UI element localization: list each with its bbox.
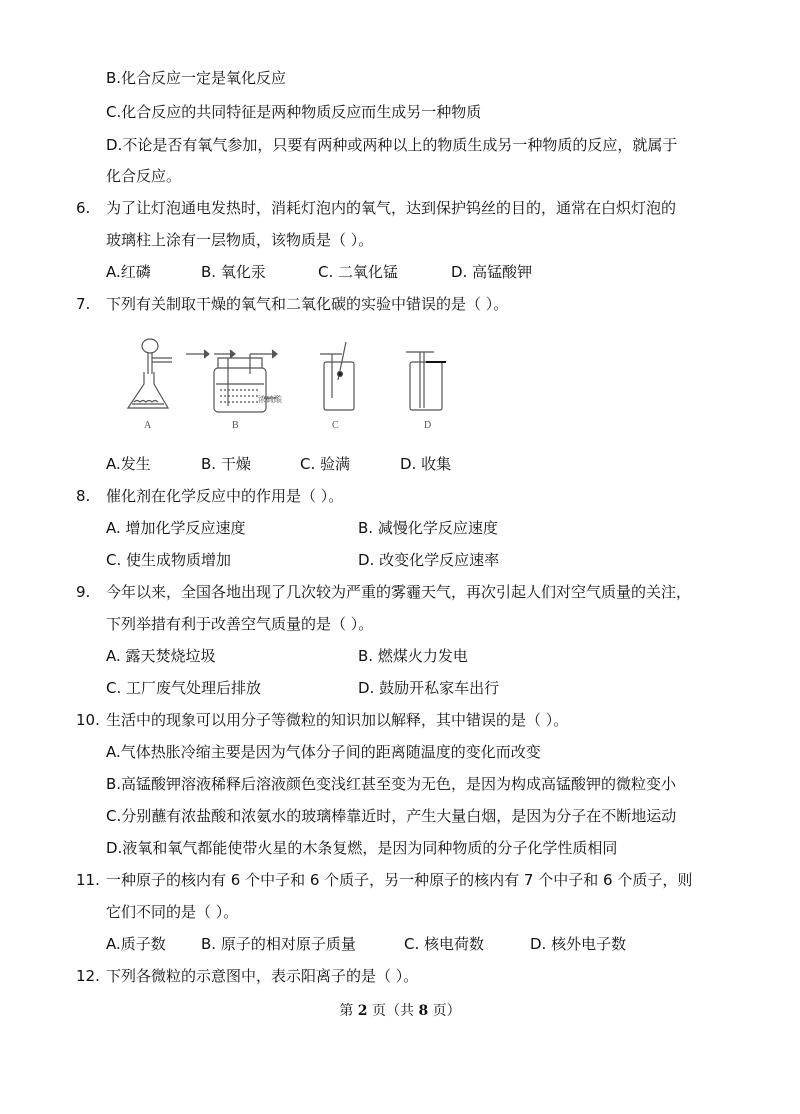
q7-number: 7. <box>76 295 91 313</box>
q5-option-b: B.化合反应一定是氧化反应 <box>106 69 287 87</box>
lab-apparatus-figure <box>110 332 470 432</box>
q9-stem-line2: 下列举措有利于改善空气质量的是（ ）。 <box>106 615 374 633</box>
q6-option-b: B. 氧化汞 <box>201 263 266 281</box>
q7-option-a: A.发生 <box>106 455 151 473</box>
q8-option-a: A. 增加化学反应速度 <box>106 519 246 537</box>
q11-option-a: A.质子数 <box>106 935 166 953</box>
q8-option-c: C. 使生成物质增加 <box>106 551 232 569</box>
apparatus-d-collector <box>406 352 446 410</box>
q6-option-d: D. 高锰酸钾 <box>451 263 533 281</box>
q9-number: 9. <box>76 583 91 601</box>
q11-stem-line1: 一种原子的核内有 6 个中子和 6 个质子，另一种原子的核内有 7 个中子和 6 个质子，则 <box>106 871 693 889</box>
q11-option-d: D. 核外电子数 <box>530 935 627 953</box>
q11-option-b: B. 原子的相对原子质量 <box>201 935 356 953</box>
figure-label-d: D <box>424 420 432 431</box>
q10-option-b: B.高锰酸钾溶液稀释后溶液颜色变浅红甚至变为无色，是因为构成高锰酸钾的微粒变小 <box>106 775 677 793</box>
q6-option-c: C. 二氧化锰 <box>318 263 399 281</box>
q11-stem-line2: 它们不同的是（ ）。 <box>106 903 239 921</box>
q6-number: 6. <box>76 199 91 217</box>
q9-option-b: B. 燃煤火力发电 <box>358 647 468 665</box>
apparatus-a-generator <box>128 339 172 408</box>
q7-stem: 下列有关制取干燥的氧气和二氧化碳的实验中错误的是（ ）。 <box>106 295 509 313</box>
q7-option-c: C. 验满 <box>300 455 351 473</box>
q5-option-c: C.化合反应的共同特征是两种物质反应而生成另一种物质 <box>106 103 482 121</box>
page-footer <box>0 1000 800 1020</box>
q9-option-a: A. 露天焚烧垃圾 <box>106 647 216 665</box>
q12-number: 12. <box>76 967 100 985</box>
q10-option-c: C.分别蘸有浓盐酸和浓氨水的玻璃棒靠近时，产生大量白烟，是因为分子在不断地运动 <box>106 807 677 825</box>
figure-annotation: 浓硫酸 <box>258 395 282 404</box>
q8-number: 8. <box>76 487 91 505</box>
q10-option-a: A.气体热胀冷缩主要是因为气体分子间的距离随温度的变化而改变 <box>106 743 541 761</box>
q12-stem: 下列各微粒的示意图中，表示阳离子的是（ ）。 <box>106 967 419 985</box>
q11-number: 11. <box>76 871 100 889</box>
figure-label-b: B <box>232 420 239 431</box>
q10-option-d: D.液氧和氧气都能使带火星的木条复燃，是因为同种物质的分子化学性质相同 <box>106 839 618 857</box>
q8-option-d: D. 改变化学反应速率 <box>358 551 500 569</box>
q5-option-d-line2: 化合反应。 <box>106 167 182 185</box>
footer-suffix: 页） <box>428 1003 461 1019</box>
footer-middle: 页（共 <box>367 1003 419 1019</box>
q6-stem-line2: 玻璃柱上涂有一层物质，该物质是（ ）。 <box>106 231 374 249</box>
q9-stem-line1: 今年以来，全国各地出现了几次较为严重的雾霾天气，再次引起人们对空气质量的关注， <box>106 583 692 601</box>
q8-stem: 催化剂在化学反应中的作用是（ ）。 <box>106 487 344 505</box>
figure-label-c: C <box>332 420 339 431</box>
footer-page-number: 2 <box>357 1003 368 1019</box>
q9-option-c: C. 工厂废气处理后排放 <box>106 679 262 697</box>
footer-total-pages: 8 <box>418 1003 429 1019</box>
figure-label-a: A <box>144 420 152 431</box>
q6-option-a: A.红磷 <box>106 263 151 281</box>
q11-option-c: C. 核电荷数 <box>404 935 485 953</box>
q7-option-d: D. 收集 <box>400 455 452 473</box>
q5-option-d-line1: D.不论是否有氧气参加，只要有两种或两种以上的物质生成另一种物质的反应，就属于 <box>106 136 678 154</box>
q9-option-d: D. 鼓励开私家车出行 <box>358 679 500 697</box>
q10-stem: 生活中的现象可以用分子等微粒的知识加以解释，其中错误的是（ ）。 <box>106 711 569 729</box>
footer-prefix: 第 <box>339 1003 358 1019</box>
apparatus-c-test <box>320 342 354 410</box>
q7-option-b: B. 干燥 <box>201 455 251 473</box>
q6-stem-line1: 为了让灯泡通电发热时，消耗灯泡内的氧气，达到保护钨丝的目的，通常在白炽灯泡的 <box>106 199 677 217</box>
q8-option-b: B. 减慢化学反应速度 <box>358 519 498 537</box>
q10-number: 10. <box>76 711 100 729</box>
